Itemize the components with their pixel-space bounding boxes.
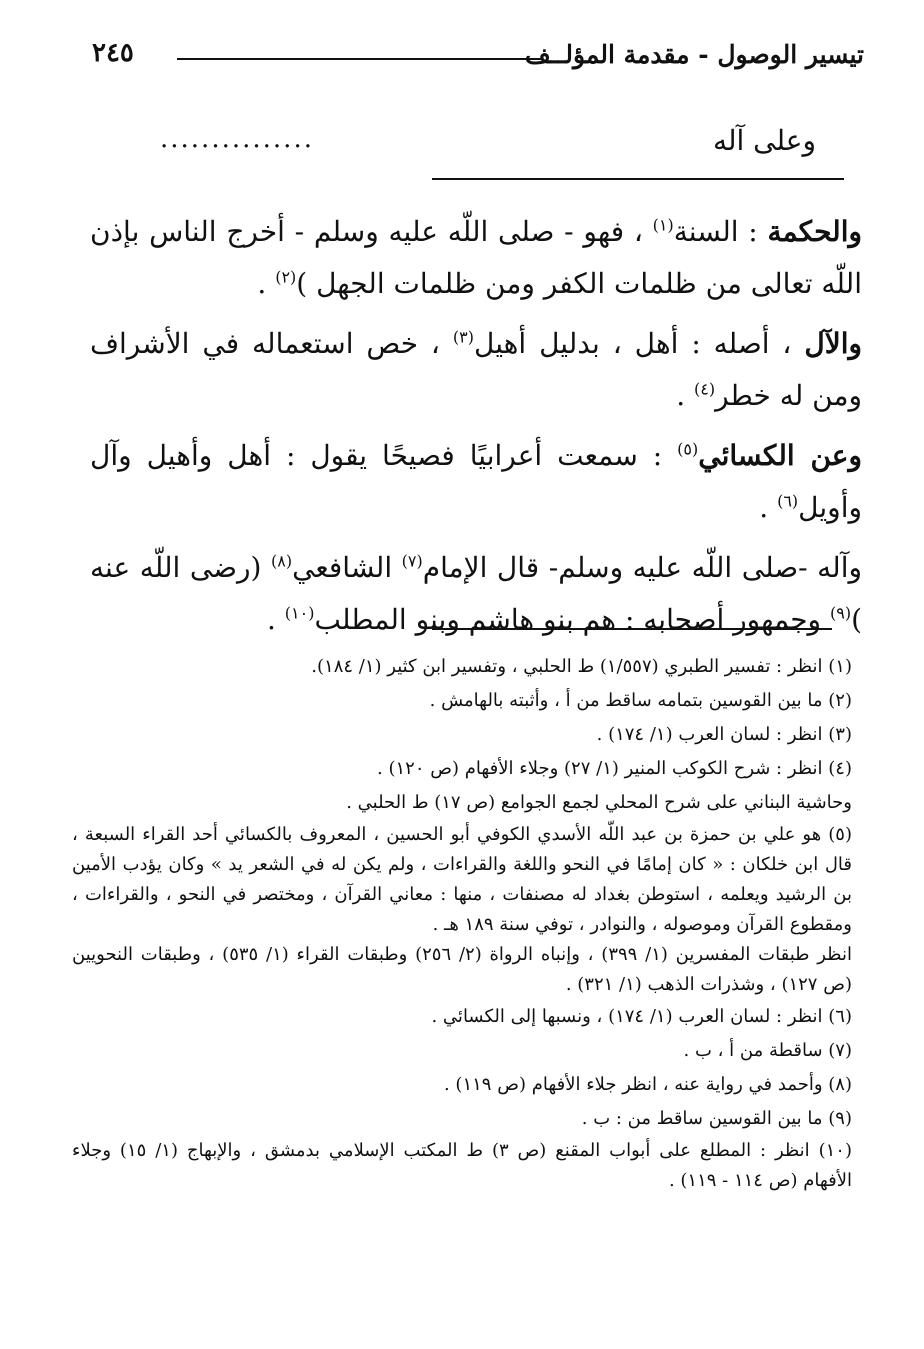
footnote-marker: (٢) — [275, 267, 297, 287]
footnote-8: (٨) وأحمد في رواية عنه ، انظر جلاء الأفهام (ص ١١٩) . — [443, 1074, 852, 1095]
text-run: . — [266, 603, 285, 636]
paragraph-hikma — [90, 206, 862, 310]
commented-excerpt — [160, 120, 816, 170]
footnote-marker: (١٠) — [284, 603, 315, 623]
text-run: ، أصله : أهل ، بدليل أهيل — [473, 327, 805, 360]
footnote-10: (١٠) انظر : المطلع على أبواب المقنع (ص ٣) ط المكتب الإسلامي بدمشق ، والإبهاج (١/ ١٥) وجلاء الأفهام (ص ١١٤ - ١١٩) . — [72, 1140, 852, 1191]
footnote-marker: (٤) — [694, 379, 716, 399]
text-run: . — [257, 267, 276, 300]
excerpt-ellipsis: ............... — [160, 124, 314, 154]
lead-term: والحكمة — [767, 215, 863, 248]
footnotes — [72, 650, 852, 1196]
text-run: ، خص استعماله في الأشراف ومن له خطر — [90, 327, 862, 412]
footnote-marker: (٣) — [452, 327, 474, 347]
footnote-marker: (١) — [652, 215, 674, 235]
lead-term: والآل — [804, 327, 862, 360]
footnote-4: (٤) انظر : شرح الكوكب المنير (١/ ٢٧) وجلاء الأفهام (ص ١٢٠) . — [377, 758, 852, 779]
footnote-marker: (٦) — [777, 491, 799, 511]
footnote-marker: (٧) — [401, 551, 423, 571]
text-run: : سمعت أعرابيًا فصيحًا يقول : أهل وأهيل وآل وأويل — [90, 439, 862, 524]
text-run: (رضى اللّه عنه ) — [90, 551, 862, 636]
footnote-7: (٧) ساقطة من أ ، ب . — [683, 1040, 852, 1061]
footnote-marker: (٨) — [270, 551, 293, 571]
running-title: تيسير الوصول - مقدمة المؤلــف — [524, 40, 864, 69]
footnote-9: (٩) ما بين القوسين ساقط من : ب . — [581, 1108, 852, 1129]
text-run: . — [759, 491, 778, 524]
footnote-marker: (٩) — [829, 603, 852, 623]
paragraph-shafii — [90, 542, 862, 646]
footnote-1: (١) انظر : تفسير الطبري (١/٥٥٧) ط الحلبي ، وتفسير ابن كثير (١/ ١٨٤). — [311, 656, 852, 677]
excerpt-text: وعلى آله — [712, 124, 816, 157]
footnote-4-continued: وحاشية البناني على شرح المحلي لجمع الجوامع (ص ١٧) ط الحلبي . — [346, 792, 852, 813]
text-run: ، فهو - صلى اللّه عليه وسلم - أخرج الناس بإذن اللّه تعالى من ظلمات الكفر ومن ظلمات الجهل ) — [90, 215, 862, 300]
footnote-5: (٥) هو علي بن حمزة بن عبد اللّه الأسدي الكوفي أبو الحسين ، المعروف بالكسائي أحد القراء السبعة ، قال ابن خلكان : « كان إمامًا في النحو واللغة والقراءات ، ولم يكن له في الشعر يد » وكان يؤدب الأمين بن الرشيد ويعلمه ، استوطن بغداد له مصنفات ، منها : معاني القرآن ، ومختصر في النحو ، والقراءات ، ومقطوع القرآن وموصوله ، والنوادر ، توفي سنة ١٨٩ هـ . — [72, 824, 852, 935]
main-text — [90, 206, 862, 654]
header-rule — [177, 58, 542, 60]
paragraph-kisai — [90, 430, 862, 534]
text-run: . — [676, 379, 694, 412]
footnote-2: (٢) ما بين القوسين بتمامه ساقط من أ ، وأثبته بالهامش . — [429, 690, 852, 711]
footnote-5-references: انظر طبقات المفسرين (١/ ٣٩٩) ، وإنباه الرواة (٢/ ٢٥٦) وطبقات القراء (١/ ٥٣٥) ، وطبقات النحويين (ص ١٢٧) ، وشذرات الذهب (١/ ٣٢١) . — [72, 944, 852, 995]
text-run: وآله -صلى اللّه عليه وسلم- قال الإمام — [422, 551, 862, 584]
page-number: ٢٤٥ — [92, 38, 134, 68]
page-header — [92, 36, 864, 82]
footnote-marker: (٥) — [677, 439, 699, 459]
footnote-6: (٦) انظر : لسان العرب (١/ ١٧٤) ، ونسبها إلى الكسائي . — [431, 1006, 852, 1027]
text-run: الشافعي — [292, 551, 402, 584]
excerpt-rule — [432, 178, 844, 180]
text-run: وجمهور أصحابه : هم بنو هاشم وبنو المطلب — [314, 603, 830, 636]
footnote-3: (٣) انظر : لسان العرب (١/ ١٧٤) . — [596, 724, 852, 745]
lead-term: وعن الكسائي — [698, 439, 862, 472]
paragraph-aal — [90, 318, 862, 422]
footnote-separator — [432, 628, 832, 630]
text-run: : السنة — [673, 215, 768, 248]
